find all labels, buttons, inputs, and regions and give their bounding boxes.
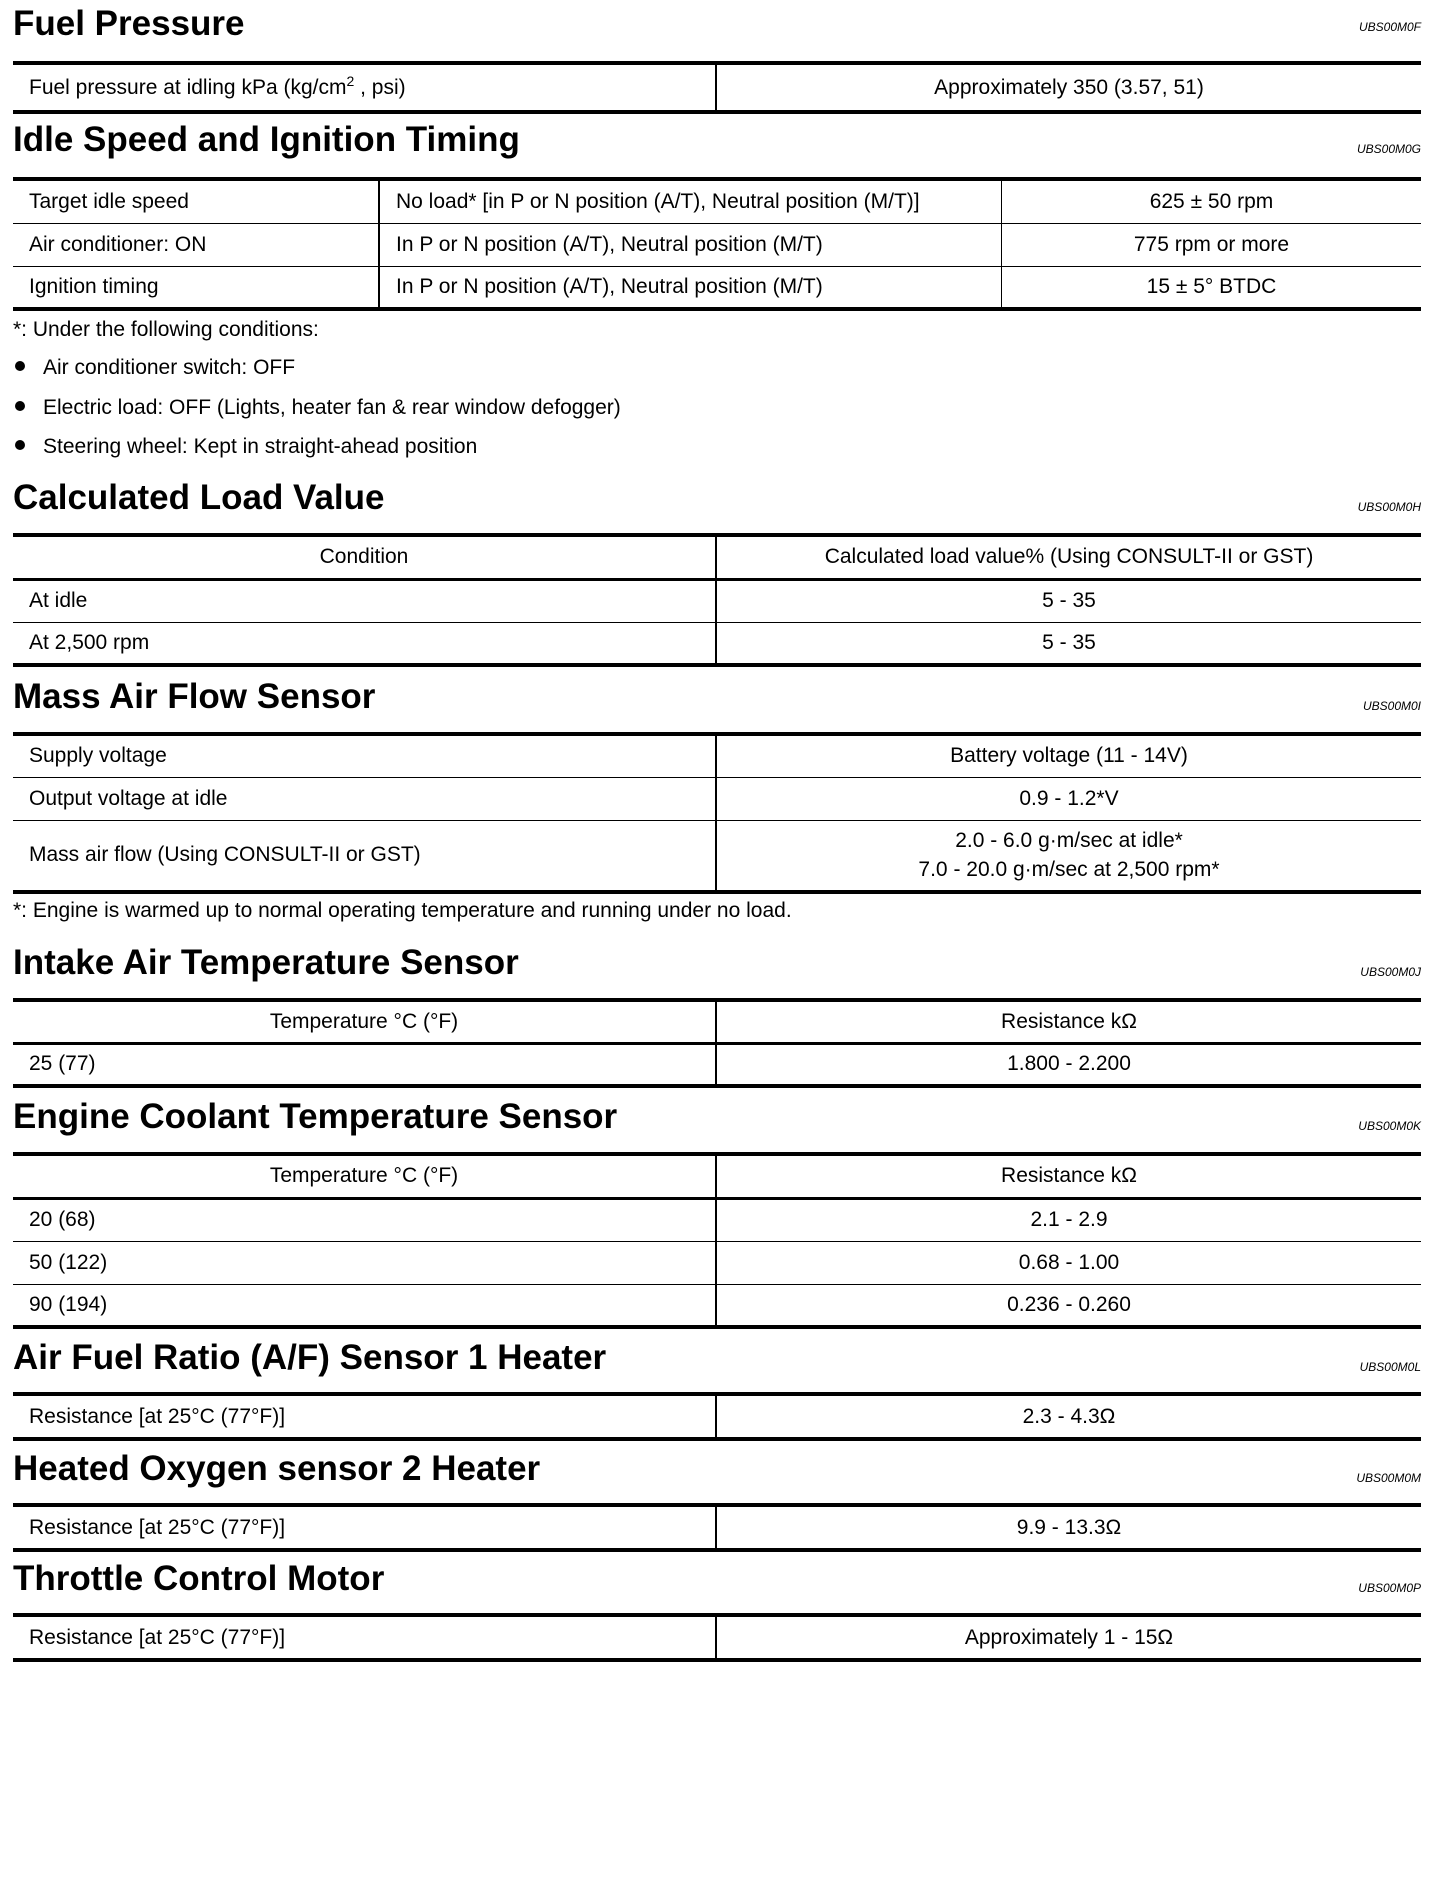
- table-row: [13, 266, 1421, 309]
- section-title: Air Fuel Ratio (A/F) Sensor 1 Heater: [13, 1338, 607, 1377]
- ect-sensor-table: [13, 1152, 1421, 1329]
- iat-sensor-table: [13, 998, 1421, 1088]
- cell-condition: At 2,500 rpm: [13, 622, 716, 665]
- section-title: Throttle Control Motor: [13, 1559, 385, 1598]
- table-header-row: [13, 535, 1421, 579]
- fuel-pressure-table: [13, 61, 1421, 114]
- cell-value: Approximately 1 - 15Ω: [716, 1615, 1421, 1660]
- bullet-icon: [15, 401, 25, 411]
- cell-item: Air conditioner: ON: [13, 223, 379, 266]
- row-value: Approximately 350 (3.57, 51): [716, 63, 1421, 112]
- label-tail: , psi): [354, 75, 406, 99]
- table-row: [13, 1394, 1421, 1439]
- section-code: UBS00M0F: [1358, 20, 1421, 34]
- cell-value: 625 ± 50 rpm: [1002, 179, 1422, 223]
- bullet-text: Air conditioner switch: OFF: [43, 356, 296, 379]
- calculated-load-table: [13, 533, 1421, 667]
- bullet-text: Steering wheel: Kept in straight-ahead position: [43, 435, 478, 458]
- bullet-item: [15, 435, 477, 459]
- cell-value: 2.3 - 4.3Ω: [716, 1394, 1421, 1439]
- bullet-text: Electric load: OFF (Lights, heater fan & rear window defogger): [43, 396, 621, 419]
- table-header-row: [13, 1154, 1421, 1198]
- cell-item: Target idle speed: [13, 179, 379, 223]
- cell-temp: 50 (122): [13, 1241, 716, 1284]
- table-row: [13, 820, 1421, 892]
- bullet-icon: [15, 440, 25, 450]
- table-row: [13, 63, 1421, 112]
- cell-value: 775 rpm or more: [1002, 223, 1422, 266]
- header-cell: Temperature °C (°F): [13, 1000, 716, 1043]
- cell-condition: In P or N position (A/T), Neutral position (M/T): [379, 266, 1002, 309]
- cell-item: Output voltage at idle: [13, 777, 716, 820]
- section-code: UBS00M0L: [1359, 1360, 1421, 1374]
- table-row: [13, 777, 1421, 820]
- table-row: [13, 579, 1421, 622]
- bullet-icon: [15, 361, 25, 371]
- row-label: [13, 63, 716, 112]
- cell-resistance: 0.68 - 1.00: [716, 1241, 1421, 1284]
- footnote: *: Engine is warmed up to normal operating temperature and running under no load.: [13, 899, 792, 922]
- header-cell: Resistance kΩ: [716, 1154, 1421, 1198]
- cell-condition: In P or N position (A/T), Neutral position (M/T): [379, 223, 1002, 266]
- table-row: [13, 622, 1421, 665]
- table-row: [13, 1043, 1421, 1086]
- cell-item: Resistance [at 25°C (77°F)]: [13, 1615, 716, 1660]
- header-cell: Resistance kΩ: [716, 1000, 1421, 1043]
- cell-value: 5 - 35: [716, 622, 1421, 665]
- section-title: Idle Speed and Ignition Timing: [13, 120, 520, 159]
- section-title: Fuel Pressure: [13, 4, 245, 43]
- cell-temp: 90 (194): [13, 1284, 716, 1327]
- cell-item: Resistance [at 25°C (77°F)]: [13, 1505, 716, 1550]
- value-line: 2.0 - 6.0 g·m/sec at idle*: [955, 829, 1183, 853]
- ho2s2-heater-table: [13, 1503, 1421, 1552]
- section-title: Heated Oxygen sensor 2 Heater: [13, 1449, 541, 1488]
- cell-item: Ignition timing: [13, 266, 379, 309]
- cell-value: 0.9 - 1.2*V: [716, 777, 1421, 820]
- cell-condition: No load* [in P or N position (A/T), Neutral position (M/T)]: [379, 179, 1002, 223]
- af-sensor-heater-table: [13, 1392, 1421, 1441]
- section-title: Mass Air Flow Sensor: [13, 677, 376, 716]
- section-title: Calculated Load Value: [13, 478, 385, 517]
- cell-resistance: 2.1 - 2.9: [716, 1198, 1421, 1241]
- section-code: UBS00M0J: [1360, 965, 1421, 979]
- cell-value: 9.9 - 13.3Ω: [716, 1505, 1421, 1550]
- table-header-row: [13, 1000, 1421, 1043]
- header-cell: Temperature °C (°F): [13, 1154, 716, 1198]
- section-code: UBS00M0M: [1356, 1471, 1421, 1485]
- cell-value: [716, 820, 1421, 892]
- cell-value: Battery voltage (11 - 14V): [716, 734, 1421, 777]
- bullet-item: [15, 396, 621, 420]
- value-line: 7.0 - 20.0 g·m/sec at 2,500 rpm*: [918, 858, 1220, 882]
- table-row: [13, 1505, 1421, 1550]
- header-cell: Condition: [13, 535, 716, 579]
- section-code: UBS00M0P: [1358, 1581, 1421, 1595]
- table-row: [13, 734, 1421, 777]
- cell-temp: 25 (77): [13, 1043, 716, 1086]
- table-row: [13, 1615, 1421, 1660]
- cell-temp: 20 (68): [13, 1198, 716, 1241]
- cell-condition: At idle: [13, 579, 716, 622]
- table-row: [13, 179, 1421, 223]
- footnote: *: Under the following conditions:: [13, 318, 319, 341]
- bullet-item: [15, 356, 295, 380]
- cell-resistance: 1.800 - 2.200: [716, 1043, 1421, 1086]
- section-code: UBS00M0H: [1357, 500, 1421, 514]
- table-row: [13, 223, 1421, 266]
- cell-item: Resistance [at 25°C (77°F)]: [13, 1394, 716, 1439]
- cell-value: 15 ± 5° BTDC: [1002, 266, 1422, 309]
- header-cell: Calculated load value% (Using CONSULT-II or GST): [716, 535, 1421, 579]
- section-code: UBS00M0G: [1356, 142, 1421, 156]
- cell-value: 5 - 35: [716, 579, 1421, 622]
- throttle-motor-table: [13, 1613, 1421, 1662]
- section-code: UBS00M0K: [1358, 1119, 1421, 1133]
- table-row: [13, 1198, 1421, 1241]
- superscript: 2: [346, 72, 355, 89]
- label-text: Fuel pressure at idling kPa (kg/cm: [29, 75, 347, 99]
- cell-resistance: 0.236 - 0.260: [716, 1284, 1421, 1327]
- table-row: [13, 1284, 1421, 1327]
- section-title: Intake Air Temperature Sensor: [13, 943, 519, 982]
- table-row: [13, 1241, 1421, 1284]
- section-title: Engine Coolant Temperature Sensor: [13, 1097, 618, 1136]
- maf-sensor-table: [13, 732, 1421, 894]
- cell-item: Mass air flow (Using CONSULT-II or GST): [13, 820, 716, 892]
- section-code: UBS00M0I: [1362, 699, 1421, 713]
- cell-item: Supply voltage: [13, 734, 716, 777]
- idle-speed-table: [13, 177, 1421, 311]
